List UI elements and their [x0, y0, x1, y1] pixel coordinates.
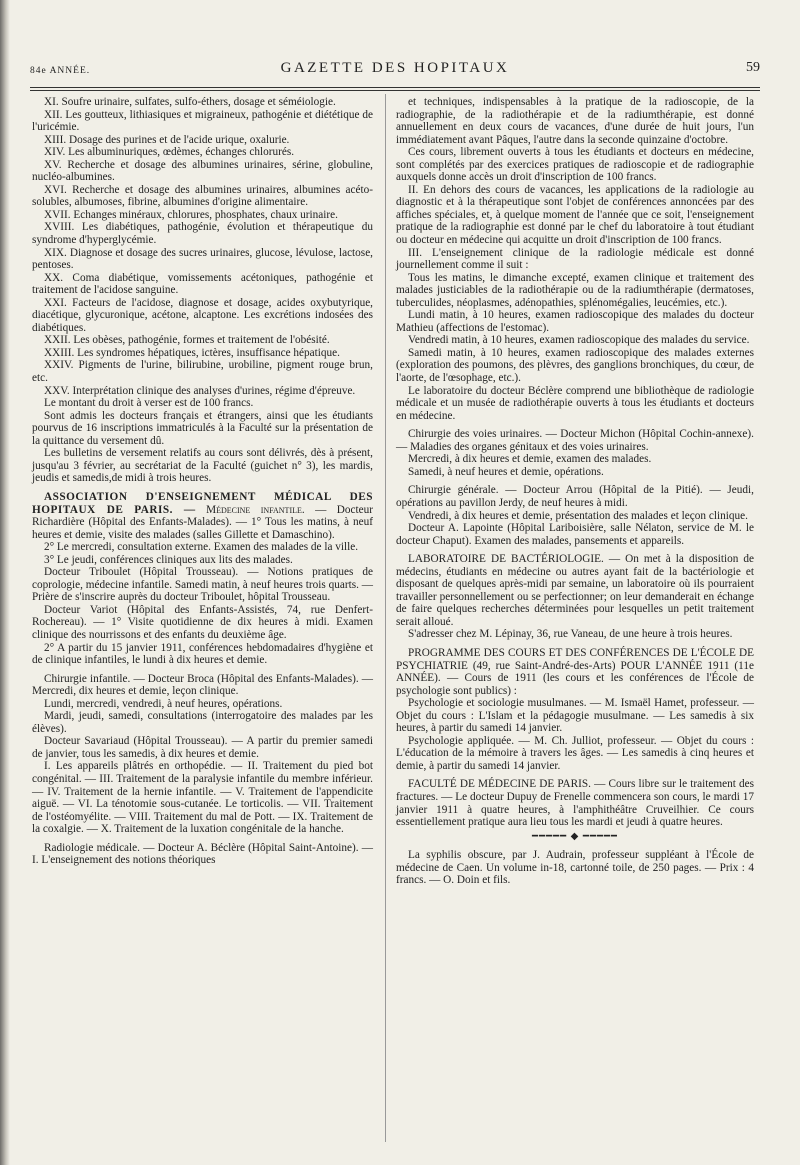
- course-item: XIII. Dosage des purines et de l'acide urique, oxalurie.: [44, 133, 290, 146]
- association-text: — Docteur Richardière (Hôpital des Enfants-Malades). — 1° Tous les matins, à neuf heures et demie, visite des malades (salles Gillette et Damaschino).: [32, 503, 374, 541]
- radiology-paragraph: III. L'enseignement clinique de la radiologie médicale est donné journellement comme il suit :: [396, 246, 754, 272]
- journal-title: GAZETTE DES HOPITAUX: [280, 60, 510, 76]
- association-paragraph: Mardi, jeudi, samedi, consultations (interrogatoire des malades par les élèves).: [32, 710, 373, 735]
- course-item: XVI. Recherche et dosage des albumines urinaires, albumines acéto-solubles, albumoses, fibrine, albumines d'origine alimentaire.: [32, 183, 373, 209]
- course-item: XII. Les goutteux, lithiasiques et migraineux, pathogénie et diététique de l'uricémie.: [32, 108, 373, 134]
- page-number: 59: [746, 60, 760, 75]
- psychiatry-program-heading: PROGRAMME DES COURS ET DES CONFÉRENCES DE L'ÉCOLE DE PSYCHIATRIE (49, rue Saint-André-des-Arts) POUR L'ANNÉE 1911 (11e ANNÉE). — Cours de 1911 (les cours et les conférences de l'École de psychologie sont publics) :: [396, 646, 754, 697]
- radiology-paragraph: Tous les matins, le dimanche excepté, examen clinique et traitement des malades justiciables de la radiothérapie ou de la radiumthérapie (dermatoses, tuberculides, néoplasmes, adénopathies, splénomégalies, leucémies, etc.).: [396, 271, 754, 309]
- radiology-paragraph: Ces cours, librement ouverts à tous les étudiants et docteurs en médecine, sont complétés par des exercices pratiques de radioscopie et de radiographie auxquels donne accès un droit d'inscription de 100 francs.: [396, 146, 754, 184]
- bacteriology-paragraph: S'adresser chez M. Lépinay, 36, rue Vaneau, de une heure à trois heures.: [408, 628, 733, 641]
- header-rule-bottom: [30, 90, 760, 91]
- association-paragraph: Lundi, mercredi, vendredi, à neuf heures, opérations.: [44, 697, 283, 710]
- surgery-paragraph: Vendredi, à dix heures et demie, présentation des malades et leçon clinique.: [408, 509, 748, 522]
- page-edge-shadow: [0, 0, 10, 1165]
- course-item: XV. Recherche et dosage des albumines urinaires, sérine, globuline, nucléo-albumines.: [32, 158, 373, 184]
- association-paragraph: 2° Le mercredi, consultation externe. Examen des malades de la ville.: [44, 541, 359, 554]
- urology-paragraph: Mercredi, à dix heures et demie, examen des malades.: [408, 453, 652, 466]
- psychiatry-course: Psychologie appliquée. — M. Ch. Julliot, professeur. — Objet du cours : L'éducation de la mémoire à travers les âges. — Les samedis à cinq heures et demie, à partir du samedi 14 janvier.: [396, 734, 754, 772]
- bulletin-paragraph: Les bulletins de versement relatifs au cours sont délivrés, dès à présent, jusqu'au 3 février, au secrétariat de la Faculté (guichet n° 3), les mardis, jeudis et samedis,de midi à trois heures.: [32, 447, 373, 485]
- column-separator: [385, 94, 386, 1142]
- course-item: XXI. Facteurs de l'acidose, diagnose et dosage, acides oxybutyrique, diacétique, glycuronique, acétone, alcaptone. Les excrétions indosées des diabétiques.: [32, 296, 373, 334]
- association-paragraph: I. Les appareils plâtrés en orthopédie. — II. Traitement du pied bot congénital. — III. Traitement de la paralysie infantile du membre inférieur. — IV. Traitement de la hernie infantile. — V. Traitement de l'appendicite aiguë. — VI. La ténotomie sous-cutanée. Le torticolis. — VII. Traitement de l'ostéomyélite. — VIII. Traitement du mal de Pott. — IX. Traitement de la coxalgie. — X. Traitement de la luxation congénitale de la hanche.: [32, 760, 373, 836]
- association-paragraph: Radiologie médicale. — Docteur A. Béclère (Hôpital Saint-Antoine). — I. L'enseignement des notions théoriques: [32, 841, 373, 867]
- course-item: XXIV. Pigments de l'urine, bilirubine, urobiline, pigment rouge brun, etc.: [32, 359, 373, 385]
- association-paragraph: Docteur Savariaud (Hôpital Trousseau). — A partir du premier samedi de janvier, tous les samedis, à dix heures et demie.: [32, 735, 373, 760]
- urology-paragraph: Samedi, à neuf heures et demie, opérations.: [408, 465, 604, 478]
- course-item: XXII. Les obèses, pathogénie, formes et traitement de l'obésité.: [44, 334, 330, 347]
- association-paragraph: Chirurgie infantile. — Docteur Broca (Hôpital des Enfants-Malades). — Mercredi, dix heures et demie, leçon clinique.: [32, 672, 373, 698]
- bacteriology-paragraph: LABORATOIRE DE BACTÉRIOLOGIE. — On met à la disposition de médecins, étudiants en médecine ou autres ayant fait de la bactériologie et disposant de quelques après-midi par semaine, un laboratoire où ils pourraient travailler personnellement ou se perfectionner; on leur demanderait en échange de faire quelques recherches déterminées pour lesquelles un petit traitement serait alloué.: [396, 553, 754, 628]
- fee-paragraph: Le montant du droit à verser est de 100 francs.: [44, 397, 254, 410]
- radiology-paragraph: Le laboratoire du docteur Béclère comprend une bibliothèque de radiologie médicale et un musée de radiothérapie ouverts à tous les étudiants et docteurs en médecine.: [396, 384, 754, 422]
- surgery-paragraph: Chirurgie générale. — Docteur Arrou (Hôpital de la Pitié). — Jeudi, opérations au pavillon Jerdy, de neuf heures à midi.: [396, 484, 754, 509]
- issue-year: 84e ANNÉE.: [30, 66, 91, 76]
- course-item: XX. Coma diabétique, vomissements acétoniques, pathogénie et traitement de l'acidose sanguine.: [32, 271, 373, 297]
- course-item: XI. Soufre urinaire, sulfates, sulfo-éthers, dosage et séméiologie.: [44, 96, 336, 108]
- course-item: XIV. Les albuminuriques, œdèmes, échanges chlorurés.: [44, 146, 295, 159]
- ornament-divider: ━━━━━ ◆ ━━━━━: [532, 830, 618, 842]
- radiology-paragraph: Samedi matin, à 10 heures, examen radioscopique des malades externes (exploration des poumons, des plèvres, des ganglions bronchiques, du cœur, de l'aorte, de l'œsophage, etc.).: [396, 346, 754, 385]
- association-paragraph: 2° A partir du 15 janvier 1911, conférences hebdomadaires d'hygiène et de clinique infantiles, le lundi à dix heures et demie.: [32, 641, 373, 667]
- association-subsection: Médecine infantile.: [206, 503, 305, 516]
- association-paragraph: Docteur Triboulet (Hôpital Trousseau). — Notions pratiques de coprologie, médecine infantile. Samedi matin, à neuf heures trois quarts. — Prière de s'inscrire auprès du docteur Triboulet, hôpital Trousseau.: [32, 566, 373, 604]
- radiology-paragraph: Lundi matin, à 10 heures, examen radioscopique des malades du docteur Mathieu (affections de l'estomac).: [396, 309, 754, 334]
- right-column: [396, 96, 754, 887]
- course-item: XXV. Interprétation clinique des analyses d'urines, régime d'épreuve.: [44, 384, 356, 397]
- book-notice: La syphilis obscure, par J. Audrain, professeur suppléant à l'École de médecine de Caen. Un volume in-18, cartonné toile, de 250 pages. — Prix : 4 francs. — O. Doin et fils.: [396, 849, 754, 887]
- admission-paragraph: Sont admis les docteurs français et étrangers, ainsi que les étudiants pourvus de 16 inscriptions immatriculés à la Faculté sur la présentation de la quittance du versement dû.: [32, 409, 373, 447]
- faculty-paragraph: FACULTÉ DE MÉDECINE DE PARIS. — Cours libre sur le traitement des fractures. — Le docteur Dupuy de Frenelle commencera son cours, le mardi 17 janvier 1911 à quatre heures, à l'amphithéâtre Cruveilhier. Ce cours essentiellement pratique aura lieu tous les mardi et jeudi à quatre heures.: [396, 778, 754, 829]
- association-paragraph: 3° Le jeudi, conférences cliniques aux lits des malades.: [44, 553, 293, 566]
- surgery-paragraph: Docteur A. Lapointe (Hôpital Lariboisière, salle Nélaton, service de M. le docteur Chaput). Examen des malades, pansements et appareils.: [396, 522, 754, 547]
- course-item: XVIII. Les diabétiques, pathogénie, évolution et thérapeutique du syndrome d'hyperglycémie.: [32, 221, 373, 247]
- course-item: XVII. Echanges minéraux, chlorures, phosphates, chaux urinaire.: [44, 208, 338, 221]
- course-item: XXIII. Les syndromes hépatiques, ictères, insuffisance hépatique.: [44, 346, 340, 359]
- header-rule-top: [30, 87, 760, 88]
- psychiatry-course: Psychologie et sociologie musulmanes. — M. Ismaël Hamet, professeur. — Objet du cours : L'Islam et la pédagogie musulmane. — Les samedis à six heures, à partir du samedi 14 janvier.: [396, 697, 754, 735]
- association-heading: [32, 491, 373, 541]
- page-header: [30, 58, 760, 82]
- radiology-paragraph: Vendredi matin, à 10 heures, examen radioscopique des malades du service.: [408, 334, 750, 347]
- urology-paragraph: Chirurgie des voies urinaires. — Docteur Michon (Hôpital Cochin-annexe). — Maladies des organes génitaux et des voies urinaires.: [396, 428, 754, 453]
- radiology-paragraph: II. En dehors des cours de vacances, les applications de la radiologie au diagnostic et à la thérapeutique sont l'objet de conférences annoncées par des affiches spéciales, et, à quelque moment de l'année que ce soit, l'enseignement pratique de la radiographie est donné par le chef du laboratoire à tout étudiant ou docteur en médecine qui acquitte un droit d'inscription de 100 francs.: [396, 183, 754, 247]
- course-item: XIX. Diagnose et dosage des sucres urinaires, glucose, lévulose, lactose, pentoses.: [32, 246, 373, 272]
- radiology-paragraph: et techniques, indispensables à la pratique de la radioscopie, de la radiographie, de la radiothérapie et de la radiumthérapie, est donné annuellement en deux cours de vacances, d'une durée de huit jours, l'un immédiatement avant Pâques, l'autre dans la seconde quinzaine d'octobre.: [396, 96, 754, 146]
- association-paragraph: Docteur Variot (Hôpital des Enfants-Assistés, 74, rue Denfert-Rochereau). — 1° Visite quotidienne de dix heures à midi. Examen clinique des nourrissons et des enfants du deuxième âge.: [32, 603, 373, 641]
- association-title: ASSOCIATION D'ENSEIGNEMENT MÉDICAL DES HOPITAUX DE PARIS. —: [32, 490, 373, 516]
- left-column: [32, 96, 373, 867]
